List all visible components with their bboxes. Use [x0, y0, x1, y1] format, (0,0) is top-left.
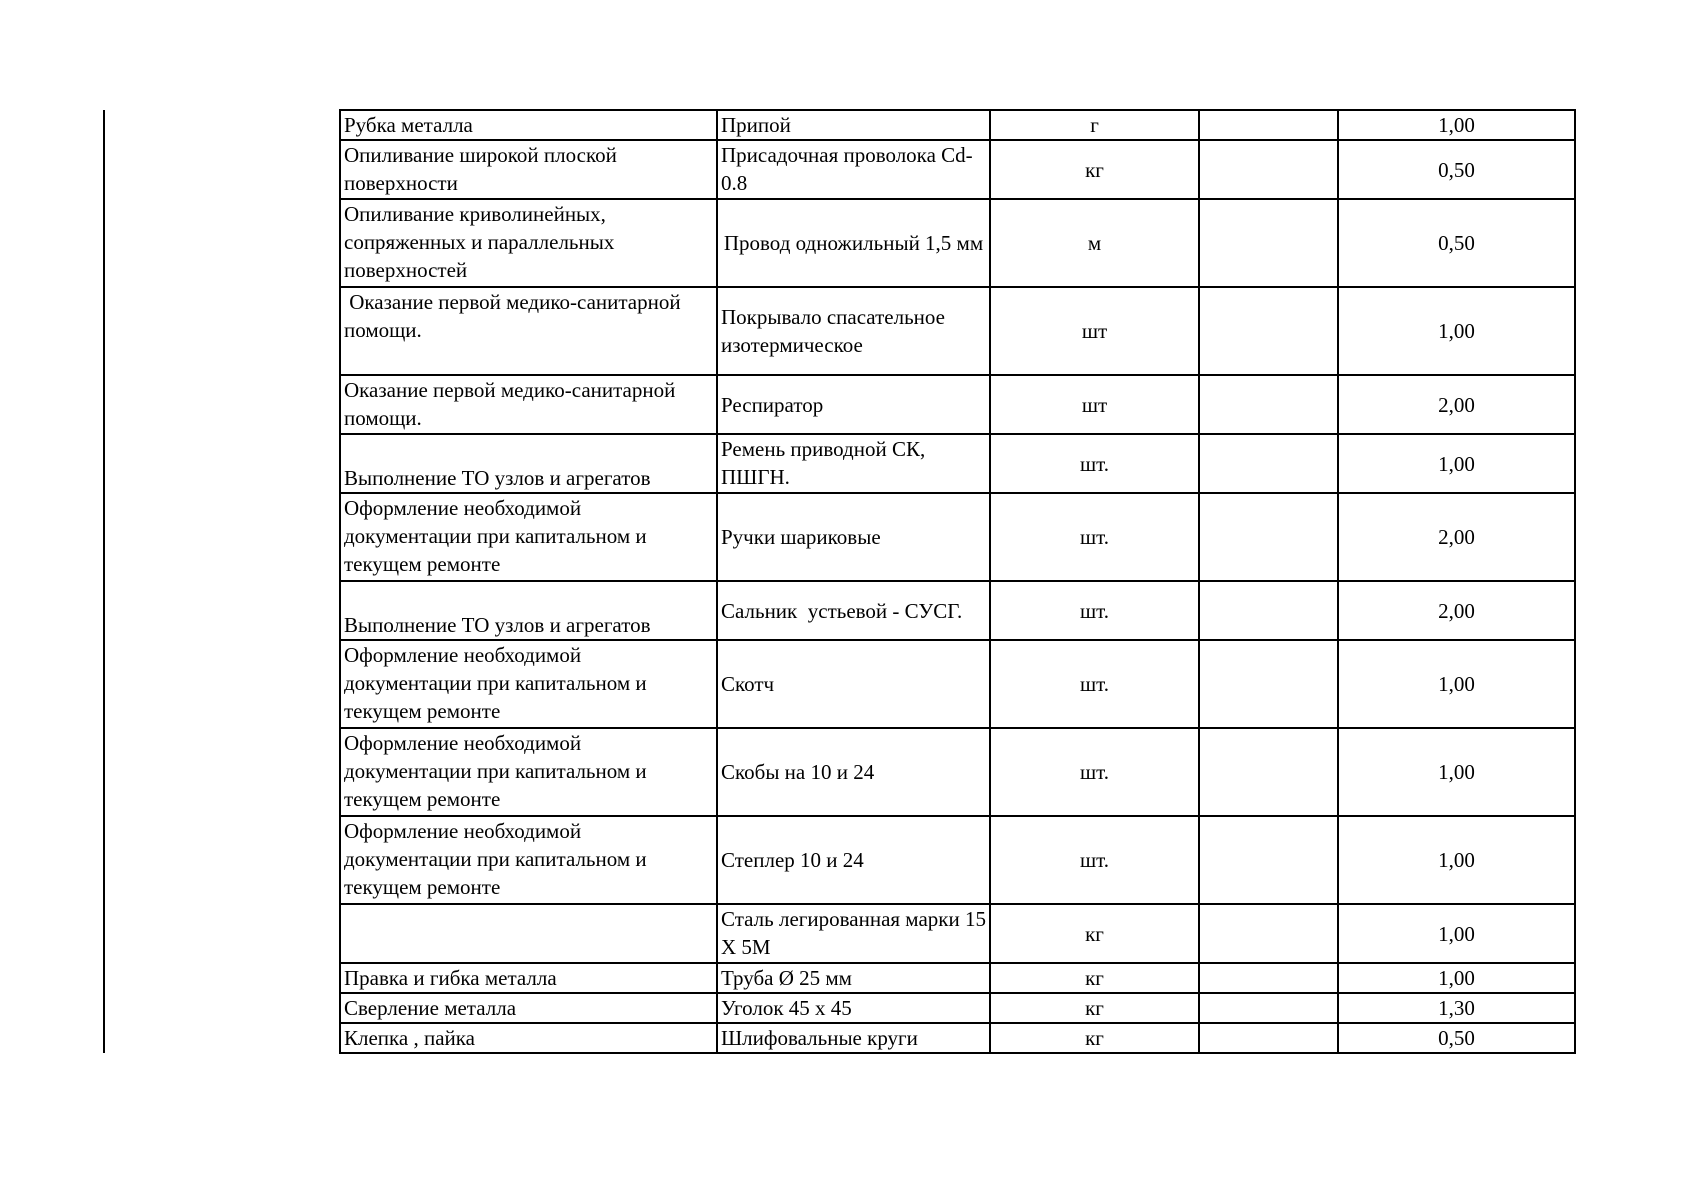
table-row	[340, 493, 1575, 581]
empty-cell	[1199, 963, 1338, 993]
unit-cell: кг	[990, 140, 1199, 199]
empty-cell	[1199, 1023, 1338, 1053]
quantity-cell: 0,50	[1338, 199, 1575, 287]
table-row	[340, 963, 1575, 993]
unit-cell: шт	[990, 287, 1199, 375]
quantity-cell: 2,00	[1338, 493, 1575, 581]
material-cell: Респиратор	[717, 375, 990, 434]
empty-cell	[1199, 434, 1338, 493]
table-row	[340, 904, 1575, 963]
unit-cell: шт.	[990, 434, 1199, 493]
material-cell: Покрывало спасательное изотермическое	[717, 287, 990, 375]
material-cell: Припой	[717, 110, 990, 140]
operation-cell: Правка и гибка металла	[340, 963, 717, 993]
empty-cell	[1199, 993, 1338, 1023]
operation-cell: Выполнение ТО узлов и агрегатов	[340, 434, 717, 493]
material-cell: Степлер 10 и 24	[717, 816, 990, 904]
operation-cell: Рубка металла	[340, 110, 717, 140]
material-cell: Труба Ø 25 мм	[717, 963, 990, 993]
unit-cell: г	[990, 110, 1199, 140]
quantity-cell: 1,00	[1338, 287, 1575, 375]
material-cell: Сталь легированная марки 15 Х 5М	[717, 904, 990, 963]
quantity-cell: 1,30	[1338, 993, 1575, 1023]
unit-cell: шт.	[990, 640, 1199, 728]
quantity-cell: 0,50	[1338, 1023, 1575, 1053]
material-cell: Скобы на 10 и 24	[717, 728, 990, 816]
left-margin-line	[103, 110, 105, 1053]
operation-cell: Сверление металла	[340, 993, 717, 1023]
empty-cell	[1199, 816, 1338, 904]
table-row	[340, 140, 1575, 199]
table-row	[340, 993, 1575, 1023]
material-cell: Шлифовальные круги	[717, 1023, 990, 1053]
table-row	[340, 199, 1575, 287]
table-row	[340, 581, 1575, 640]
material-cell: Ремень приводной СК, ПШГН.	[717, 434, 990, 493]
quantity-cell: 1,00	[1338, 110, 1575, 140]
quantity-cell: 1,00	[1338, 640, 1575, 728]
material-cell: Сальник устьевой - СУСГ.	[717, 581, 990, 640]
unit-cell: шт.	[990, 816, 1199, 904]
material-cell: Уголок 45 х 45	[717, 993, 990, 1023]
operation-cell: Оформление необходимой документации при капитальном и текущем ремонте	[340, 816, 717, 904]
operation-cell: Оказание первой медико-санитарной помощи.	[340, 287, 717, 375]
materials-table	[339, 109, 1576, 1054]
operation-cell: Оформление необходимой документации при капитальном и текущем ремонте	[340, 640, 717, 728]
empty-cell	[1199, 110, 1338, 140]
table-row	[340, 816, 1575, 904]
empty-cell	[1199, 640, 1338, 728]
material-cell: Скотч	[717, 640, 990, 728]
unit-cell: кг	[990, 993, 1199, 1023]
operation-cell: Клепка , пайка	[340, 1023, 717, 1053]
quantity-cell: 2,00	[1338, 581, 1575, 640]
table-row	[340, 1023, 1575, 1053]
empty-cell	[1199, 287, 1338, 375]
table-row	[340, 375, 1575, 434]
unit-cell: шт.	[990, 728, 1199, 816]
material-cell: Присадочная проволока Cd-0.8	[717, 140, 990, 199]
operation-cell: Опиливание криволинейных, сопряженных и параллельных поверхностей	[340, 199, 717, 287]
table-row	[340, 110, 1575, 140]
empty-cell	[1199, 375, 1338, 434]
quantity-cell: 1,00	[1338, 434, 1575, 493]
empty-cell	[1199, 728, 1338, 816]
empty-cell	[1199, 904, 1338, 963]
quantity-cell: 1,00	[1338, 728, 1575, 816]
operation-cell: Опиливание широкой плоской поверхности	[340, 140, 717, 199]
unit-cell: м	[990, 199, 1199, 287]
material-cell: Провод одножильный 1,5 мм	[717, 199, 990, 287]
material-cell: Ручки шариковые	[717, 493, 990, 581]
empty-cell	[1199, 199, 1338, 287]
empty-cell	[1199, 581, 1338, 640]
unit-cell: кг	[990, 963, 1199, 993]
quantity-cell: 0,50	[1338, 140, 1575, 199]
unit-cell: кг	[990, 1023, 1199, 1053]
unit-cell: шт.	[990, 493, 1199, 581]
quantity-cell: 1,00	[1338, 963, 1575, 993]
operation-cell	[340, 904, 717, 963]
table-row	[340, 434, 1575, 493]
operation-cell: Выполнение ТО узлов и агрегатов	[340, 581, 717, 640]
quantity-cell: 1,00	[1338, 816, 1575, 904]
quantity-cell: 2,00	[1338, 375, 1575, 434]
table-row	[340, 640, 1575, 728]
unit-cell: кг	[990, 904, 1199, 963]
empty-cell	[1199, 493, 1338, 581]
empty-cell	[1199, 140, 1338, 199]
quantity-cell: 1,00	[1338, 904, 1575, 963]
operation-cell: Оказание первой медико-санитарной помощи.	[340, 375, 717, 434]
table-row	[340, 728, 1575, 816]
operation-cell: Оформление необходимой документации при капитальном и текущем ремонте	[340, 493, 717, 581]
operation-cell: Оформление необходимой документации при капитальном и текущем ремонте	[340, 728, 717, 816]
table-row	[340, 287, 1575, 375]
unit-cell: шт.	[990, 581, 1199, 640]
unit-cell: шт	[990, 375, 1199, 434]
